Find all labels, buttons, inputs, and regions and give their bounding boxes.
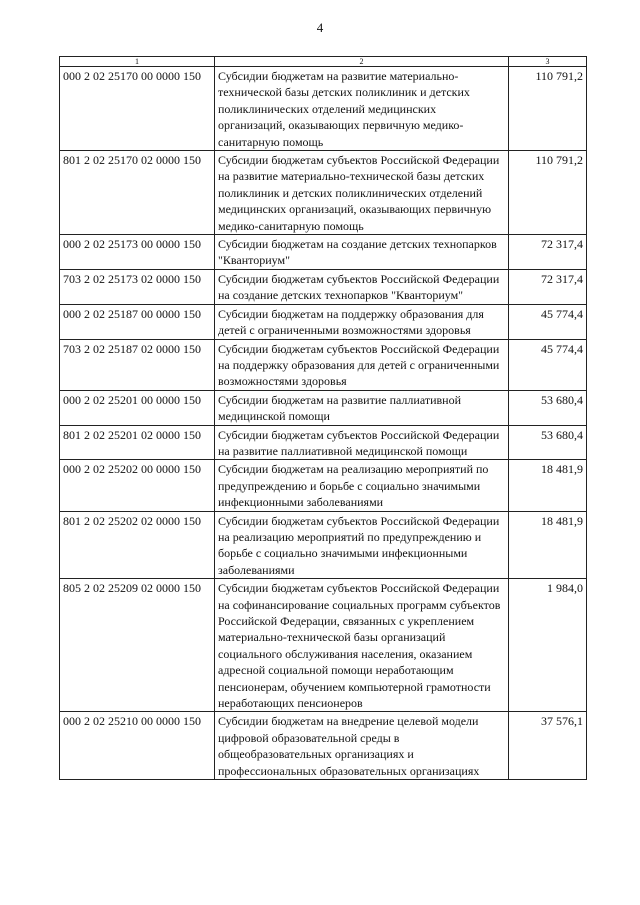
table-row: [60, 511, 587, 579]
budget-code-cell: 703 2 02 25187 02 0000 150: [60, 339, 215, 390]
table-row: [60, 390, 587, 425]
budget-code-cell: 000 2 02 25187 00 0000 150: [60, 304, 215, 339]
table-row: [60, 460, 587, 511]
description-cell: Субсидии бюджетам субъектов Российской Федерации на создание детских технопарков "Кванториум": [215, 269, 509, 304]
header-col-1: 1: [60, 57, 215, 67]
budget-table: [59, 56, 587, 780]
description-cell: Субсидии бюджетам субъектов Российской Федерации на поддержку образования для детей с ограниченными возможностями здоровья: [215, 339, 509, 390]
amount-cell: 110 791,2: [509, 67, 587, 151]
budget-code-cell: 000 2 02 25210 00 0000 150: [60, 712, 215, 780]
table-row: [60, 712, 587, 780]
budget-code-cell: 801 2 02 25202 02 0000 150: [60, 511, 215, 579]
budget-code-cell: 000 2 02 25173 00 0000 150: [60, 235, 215, 270]
budget-code-cell: 805 2 02 25209 02 0000 150: [60, 579, 215, 712]
amount-cell: 1 984,0: [509, 579, 587, 712]
table-row: [60, 235, 587, 270]
table-row: [60, 151, 587, 235]
amount-cell: 53 680,4: [509, 390, 587, 425]
description-cell: Субсидии бюджетам на создание детских технопарков "Кванториум": [215, 235, 509, 270]
amount-cell: 72 317,4: [509, 235, 587, 270]
table-row: [60, 425, 587, 460]
description-cell: Субсидии бюджетам на развитие паллиативной медицинской помощи: [215, 390, 509, 425]
budget-code-cell: 801 2 02 25201 02 0000 150: [60, 425, 215, 460]
page-number: 4: [316, 20, 324, 35]
budget-code-cell: 000 2 02 25201 00 0000 150: [60, 390, 215, 425]
table-header-row: [60, 57, 587, 67]
table-row: [60, 339, 587, 390]
description-cell: Субсидии бюджетам субъектов Российской Федерации на софинансирование социальных программ субъектов Российской Федерации, связанных с укреплением материально-технической базы организаций социального обслуживания населения, оказанием адресной социальной помощи неработающим пенсионерам, обучением компьютерной грамотности неработающих пенсионеров: [215, 579, 509, 712]
budget-code-cell: 000 2 02 25170 00 0000 150: [60, 67, 215, 151]
description-cell: Субсидии бюджетам субъектов Российской Федерации на развитие материально-технической базы детских поликлиник и детских поликлинических отделений медицинских организаций, оказывающих первичную медико-санитарную помощь: [215, 151, 509, 235]
description-cell: Субсидии бюджетам на внедрение целевой модели цифровой образовательной среды в общеобразовательных организациях и профессиональных образовательных организациях: [215, 712, 509, 780]
amount-cell: 72 317,4: [509, 269, 587, 304]
amount-cell: 45 774,4: [509, 304, 587, 339]
budget-code-cell: 801 2 02 25170 02 0000 150: [60, 151, 215, 235]
amount-cell: 45 774,4: [509, 339, 587, 390]
amount-cell: 18 481,9: [509, 511, 587, 579]
amount-cell: 53 680,4: [509, 425, 587, 460]
amount-cell: 110 791,2: [509, 151, 587, 235]
description-cell: Субсидии бюджетам на поддержку образования для детей с ограниченными возможностями здоровья: [215, 304, 509, 339]
header-col-3: 3: [509, 57, 587, 67]
amount-cell: 37 576,1: [509, 712, 587, 780]
table-row: [60, 269, 587, 304]
table-row: [60, 304, 587, 339]
description-cell: Субсидии бюджетам субъектов Российской Федерации на развитие паллиативной медицинской помощи: [215, 425, 509, 460]
description-cell: Субсидии бюджетам на развитие материально-технической базы детских поликлиник и детских поликлинических отделений медицинских организаций, оказывающих первичную медико-санитарную помощь: [215, 67, 509, 151]
header-col-2: 2: [215, 57, 509, 67]
budget-code-cell: 000 2 02 25202 00 0000 150: [60, 460, 215, 511]
description-cell: Субсидии бюджетам субъектов Российской Федерации на реализацию мероприятий по предупреждению и борьбе с социально значимыми инфекционными заболеваниями: [215, 511, 509, 579]
table-body: [60, 67, 587, 780]
description-cell: Субсидии бюджетам на реализацию мероприятий по предупреждению и борьбе с социально значимыми инфекционными заболеваниями: [215, 460, 509, 511]
amount-cell: 18 481,9: [509, 460, 587, 511]
table-row: [60, 67, 587, 151]
table-row: [60, 579, 587, 712]
budget-code-cell: 703 2 02 25173 02 0000 150: [60, 269, 215, 304]
